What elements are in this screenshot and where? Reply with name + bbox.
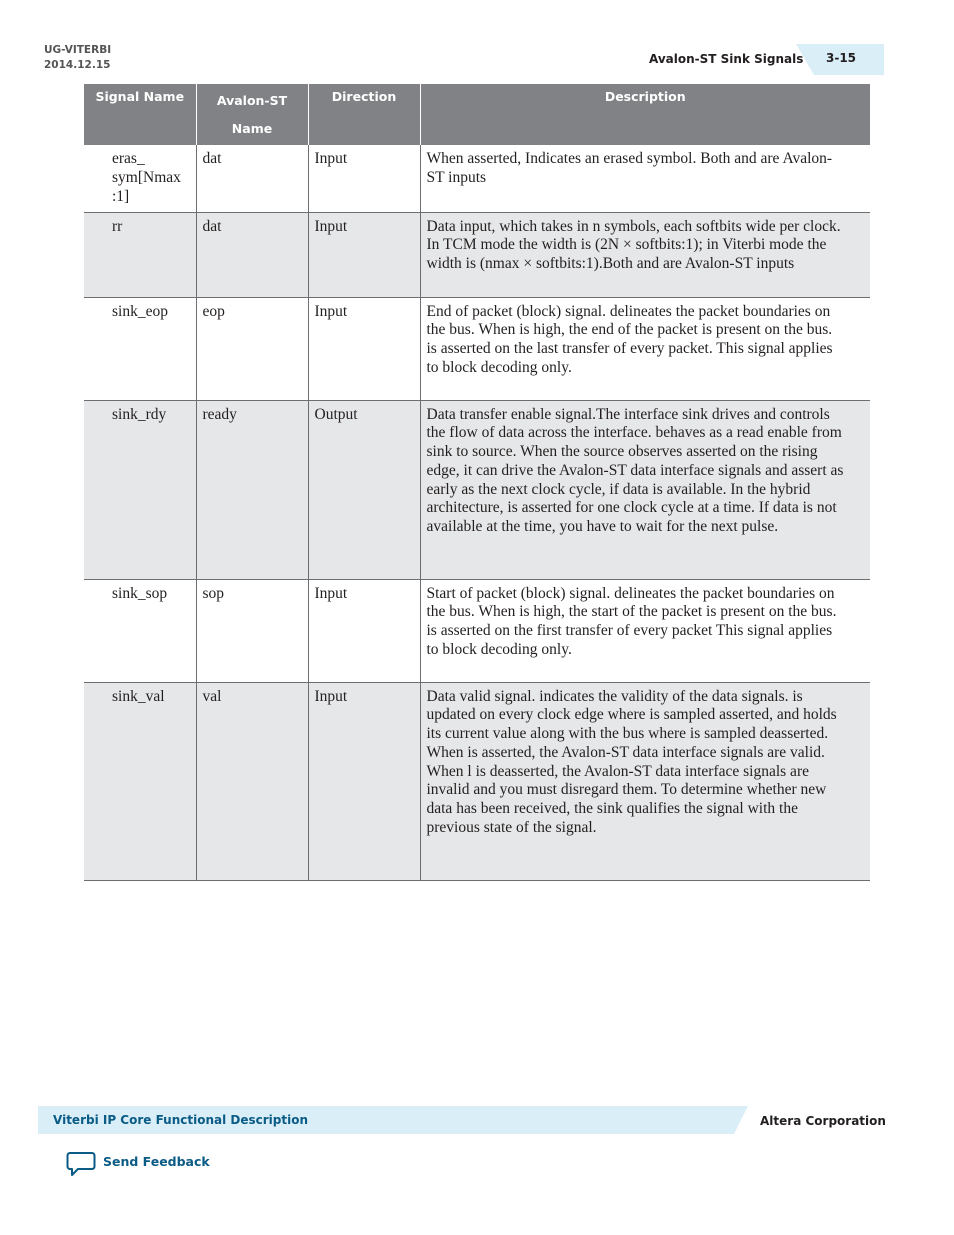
column-header-avalon-st-name: Avalon-ST Name: [196, 84, 308, 145]
direction-cell: Input: [308, 682, 420, 880]
table-row: [84, 145, 870, 212]
send-feedback-link[interactable]: Send Feedback: [103, 1154, 210, 1169]
signal-name-cell: eras_ sym[Nmax :1]: [84, 145, 196, 212]
signal-name-cell: rr: [84, 212, 196, 297]
description-cell: Data input, which takes in n symbols, each softbits wide per clock. In TCM mode the width is (2N × softbits:1); in Viterbi mode the width is (nmax × softbits:1).Both and are Avalon-ST inputs: [420, 212, 870, 297]
direction-cell: Input: [308, 579, 420, 682]
table-row: [84, 400, 870, 579]
signal-name-cell: sink_val: [84, 682, 196, 880]
direction-cell: Output: [308, 400, 420, 579]
table-row: [84, 579, 870, 682]
direction-cell: Input: [308, 145, 420, 212]
avalon-name-cell: sop: [196, 579, 308, 682]
direction-cell: Input: [308, 297, 420, 400]
avalon-name-cell: dat: [196, 212, 308, 297]
column-header-signal-name: Signal Name: [84, 84, 196, 145]
avalon-name-cell: eop: [196, 297, 308, 400]
page-number: 3-15: [826, 51, 857, 65]
document-id: UG-VITERBI: [44, 44, 112, 56]
description-cell: End of packet (block) signal. delineates the packet boundaries on the bus. When is high, the end of the packet is present on the bus. is asserted on the last transfer of every packet. This signal applies to block decoding only.: [420, 297, 870, 400]
signal-name-cell: sink_rdy: [84, 400, 196, 579]
document-id-block: [44, 43, 111, 73]
column-header-description: Description: [420, 84, 870, 145]
footer-title[interactable]: Viterbi IP Core Functional Description: [53, 1113, 309, 1127]
table-row: [84, 297, 870, 400]
signal-name-cell: sink_eop: [84, 297, 196, 400]
document-date: 2014.12.15: [44, 59, 111, 71]
description-cell: When asserted, Indicates an erased symbol. Both and are Avalon-ST inputs: [420, 145, 870, 212]
table-row: [84, 212, 870, 297]
signal-name-cell: sink_sop: [84, 579, 196, 682]
direction-cell: Input: [308, 212, 420, 297]
table-row: [84, 682, 870, 880]
signal-table: [84, 84, 870, 881]
column-header-direction: Direction: [308, 84, 420, 145]
description-cell: Data transfer enable signal.The interface sink drives and controls the flow of data across the interface. behaves as a read enable from sink to source. When the source observes asserted on the rising edge, it can drive the Avalon-ST data interface signals and assert as early as the next clock cycle, if data is available. In the hybrid architecture, is asserted for one clock cycle at a time. If data is not available at the time, you have to wait for the next pulse.: [420, 400, 870, 579]
speech-bubble-icon[interactable]: [66, 1151, 96, 1177]
table-header-row: [84, 84, 870, 145]
footer-company: Altera Corporation: [760, 1114, 886, 1128]
avalon-name-cell: val: [196, 682, 308, 880]
avalon-name-cell: dat: [196, 145, 308, 212]
description-cell: Start of packet (block) signal. delineates the packet boundaries on the bus. When is high, the start of the packet is present on the bus. is asserted on the first transfer of every packet This signal applies to block decoding only.: [420, 579, 870, 682]
description-cell: Data valid signal. indicates the validity of the data signals. is updated on every clock edge where is sampled asserted, and holds its current value along with the bus where is sampled deasserted. When is asserted, the Avalon-ST data interface signals are valid. When l is deasserted, the Avalon-ST data interface signals are invalid and you must disregard them. To determine whether new data has been received, the sink qualifies the signal with the previous state of the signal.: [420, 682, 870, 880]
header-section-title: Avalon-ST Sink Signals: [649, 52, 804, 66]
avalon-name-cell: ready: [196, 400, 308, 579]
